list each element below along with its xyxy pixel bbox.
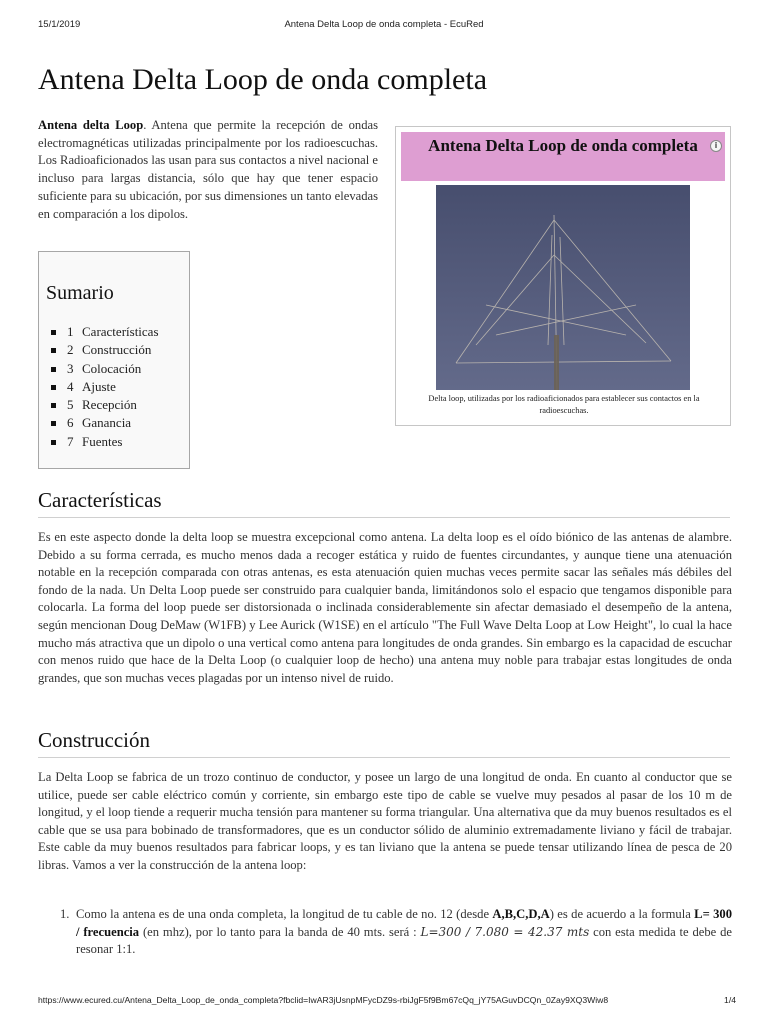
toc-item-number: 2 xyxy=(67,342,74,358)
list-item xyxy=(76,906,732,959)
toc-item-fuentes[interactable] xyxy=(67,433,189,451)
toc-item-number: 7 xyxy=(67,433,74,449)
toc-item-number: 1 xyxy=(67,324,74,339)
antenna-photo[interactable] xyxy=(436,185,690,390)
toc-item-caracteristicas[interactable] xyxy=(67,323,189,341)
construction-steps-list xyxy=(38,906,732,959)
section-divider xyxy=(38,517,730,518)
section-text-construccion: La Delta Loop se fabrica de un trozo continuo de conductor, y posee un largo de una longitud de onda. En cuanto al conductor que se utilice, puede ser cable eléctrico común y corriente, sin embargo este tipo de cable se vuelve muy pesados al pasar de los 10 m de longitud, y el loop tiende a requerir mucha tensión para mantener su forma triangular. Una alternativa que da muy buenos resultados es el cable que se usa para bobinado de transformadores, que es un conductor sólido de aluminio extremadamente liviano y fácil de trabajar. Este cable da muy buenos resultados para fabricar loops, y es tan liviano que la antena se puede tensar utilizando línea de pesca de 20 libras. Vamos a ver la construcción de la antena loop: xyxy=(38,770,732,872)
toc-item-label: Fuentes xyxy=(82,433,123,449)
toc-item-label: Recepción xyxy=(82,397,137,413)
toc-item-number: 6 xyxy=(67,415,74,431)
toc-item-label: Características xyxy=(82,324,159,339)
toc-item-label: Ganancia xyxy=(82,415,132,431)
toc-item-label: Construcción xyxy=(82,342,152,358)
list-math-formula: L=300 / 7.080 = 42.37 mts xyxy=(420,924,590,939)
print-url: https://www.ecured.cu/Antena_Delta_Loop_de_onda_completa?fbclid=IwAR3jUsnpMFycDZ9s-rbiJgF5f9Bm67cQq_jY75AGuvDCQn_0Zay9XQ3Wiw8 xyxy=(38,995,609,1005)
section-heading-construccion: Construcción xyxy=(38,728,150,752)
list-bold-formula: L= 300 / frecuencia xyxy=(76,907,732,939)
table-of-contents xyxy=(38,251,190,469)
section-divider xyxy=(38,757,730,758)
intro-text: . Antena que permite la recepción de ondas electromagnéticas utilizadas principalmente por los radioescuchas. Los Radioaficionados las usan para sus contactos a nivel nacional e incluso para largas distancia, sólo que hay que tener espacio suficiente para su ubicación, por sus dimensiones un tanto elevadas en comparación a los dipolos. xyxy=(38,118,378,221)
section-heading-caracteristicas: Características xyxy=(38,488,162,512)
intro-paragraph xyxy=(38,117,378,223)
toc-item-number: 5 xyxy=(67,397,74,413)
toc-item-construccion[interactable] xyxy=(67,341,189,359)
infobox-caption: Delta loop, utilizadas por los radioaficionados para establecer sus contactos en la radioescuchas. xyxy=(428,394,700,415)
print-page-title: Antena Delta Loop de onda completa - EcuRed xyxy=(284,19,484,30)
toc-item-ganancia[interactable] xyxy=(67,414,189,432)
page-title: Antena Delta Loop de onda completa xyxy=(38,63,488,96)
toc-item-number: 3 xyxy=(67,360,74,376)
toc-item-recepcion[interactable] xyxy=(67,396,189,414)
infobox xyxy=(395,126,731,426)
list-text: (en mhz), por lo tanto para la banda de 40 mts. será : xyxy=(139,924,421,939)
toc-title: Sumario xyxy=(46,282,114,304)
infobox-title: Antena Delta Loop de onda completa xyxy=(401,132,725,181)
print-date: 15/1/2019 xyxy=(38,19,81,30)
toc-item-colocacion[interactable] xyxy=(67,360,189,378)
list-marker: 1. xyxy=(60,907,70,921)
list-text: ) es de acuerdo a la formula xyxy=(549,907,695,921)
intro-lead-link[interactable]: Antena delta Loop xyxy=(38,118,144,132)
section-text-caracteristicas: Es en este aspecto donde la delta loop se muestra excepcional como antena. La delta loop es el oído biónico de las antenas de alambre. Debido a su forma cerrada, es mucho menos dada a recoger estática y ruido de fuentes circundantes, y aunque tiene una atenuación notable en la recepción comparada con otras antenas, es esta atenuación quien muchas veces permite sacar las señales más débiles del fondo de la nada. Un Delta Loop puede ser construido para cualquier banda, limitándonos solo el espacio que tengamos disponible para colocarla. La forma del loop puede ser distorsionada o inclinada considerablemente sin afectar demasiado el desempeño de la antena, según mencionan Doug DeMaw (W1FB) y Lee Aurick (W1SE) en el artículo "The Full Wave Delta Loop at Low Height", lo cual la hace mucho más atractiva que un dipolo o una vertical como antena para longitudes de onda grandes. Sin embargo es la capacidad de escuchar con menos ruido que hace de la Delta Loop (o cualquier loop de hecho) una antena muy noble para trabajar estas longitudes de onda grandes, que son muchas veces plagadas por un intenso nivel de ruido. xyxy=(38,530,732,685)
info-icon[interactable]: i xyxy=(710,140,722,152)
toc-item-label: Colocación xyxy=(82,360,142,376)
list-text: Como la antena es de una onda completa, la longitud de tu cable de no. 12 (desde xyxy=(76,907,493,921)
print-header xyxy=(0,19,768,31)
toc-item-ajuste[interactable] xyxy=(67,378,189,396)
toc-list xyxy=(67,323,189,451)
list-bold-points: A,B,C,D,A xyxy=(492,907,550,921)
page-number: 1/4 xyxy=(724,995,736,1005)
toc-item-number: 4 xyxy=(67,378,74,394)
toc-item-label: Ajuste xyxy=(82,378,116,394)
list-text: con esta medida te debe de resonar 1:1. xyxy=(76,924,732,957)
